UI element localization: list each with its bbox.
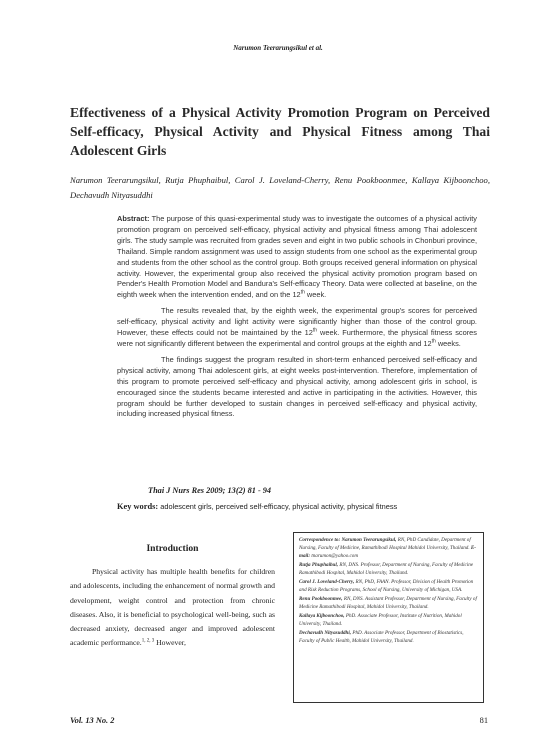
introduction-body [70,565,275,651]
abstract-label: Abstract: [117,214,150,223]
introduction-text: Physical activity has multiple health benefits for children and adolescents, including the enhancement of normal growth and development, weight control and protection from chronic diseases. Also, it is beneficial to psychological well-being, such as decreased anxiety, decreased anger and improved adolescent academic performance. [70,567,275,648]
abstract-text: The purpose of this quasi-experimental study was to investigate the outcomes of a physical activity promotion program on perceived self-efficacy, physical activity and physical fitness among Thai adolescent girls. The study sample was recruited from grades seven and eight in two public schools in Chonburi province, Thailand. Simple random assignment was used to assign students from one school as the experimental group and students from the other school as the control group. Both groups received general information on physical activity. However, the experimental group also received the physical activity promotion program based on Pender's Health Promotion Model and Bandura's Self-efficacy Theory. Data were collected at baseline, on the eighth week when the intervention ended, and on the 12 [117,214,477,300]
correspondence-text: PhD. Associate Professor, Institute of Nutrition, Mahidol University, Thailand. [299,613,462,627]
correspondence-name: Kallaya Kijboonchoo, [299,613,345,620]
correspondence-text: RN, DNS. Assistant Professor, Department of Nursing, Faculty of Medicine Ramathibodi Hospital, Mahidol University, Thailand. [299,596,477,610]
abstract-text: weeks. [435,338,461,348]
footer-volume: Vol. 13 No. 2 [70,716,115,725]
superscript: th [312,327,318,334]
correspondence-box [293,532,484,703]
running-head: Narumon Teerarungsikul et al. [233,44,323,52]
footer-page-number: 81 [479,716,488,725]
journal-citation: Thai J Nurs Res 2009; 13(2) 81 - 94 [148,486,272,495]
correspondence-name: Carol J. Loveland-Cherry, [299,578,355,585]
email-address: tnarumon@yahoo.com [310,552,359,559]
article-title: Effectiveness of a Physical Activity Promotion Program on Perceived Self-efficacy, Physical Activity and Physical Fitness among Thai Adolescent Girls [70,105,490,158]
keywords-line [117,502,497,511]
introduction-heading: Introduction [146,543,199,554]
correspondence-entry [299,537,478,560]
keywords-label: Key words: [117,502,159,511]
correspondence-name: Rutja Phuphaibul, [299,561,339,568]
abstract-text: week. Furthermore, the physical fitness scores were not significantly different between the experimental and control groups at the eighth and 12 [117,328,477,348]
abstract-text: week. [304,290,327,300]
correspondence-name: Correspondence to: Narumon Teerarungsikul, [299,537,397,543]
correspondence-text: PhD. Associate Professor, Department of Biostatistics, Faculty of Public Health, Mahidol University, Thailand. [299,630,464,645]
correspondence-text: RN, PhD, FAAN. Professor, Division of Health Promotion and Risk Reduction Programs, School of Nursing, University of Michigan, USA. [299,578,474,593]
author-list: Narumon Teerarungsikul, Rutja Phuphaibul, Carol J. Loveland-Cherry, Renu Pookboonmee, Kallaya Kijboonchoo, Dechavudh Nityasuddhi [70,175,490,200]
correspondence-text: RN, DNS. Professor, Department of Nursing, Faculty of Medicine Ramathibodi Hospital, Mahidol University, Thailand. [299,561,474,576]
superscript: th [300,289,305,296]
correspondence-entry [299,630,478,646]
correspondence-entry [299,596,478,612]
introduction-paragraph [70,565,275,651]
abstract-text: The results revealed that, by the eighth week, the experimental group's scores for perceived self-efficacy, physical activity and light activity were significantly higher than those of the control group. However, these effects could not be maintained by the 12 [117,306,477,338]
abstract-paragraph-2 [117,306,477,350]
citation-superscript: 1, 2, 3 [141,638,155,644]
introduction-text: However, [154,638,186,648]
correspondence-entry [299,613,478,629]
correspondence-name: Dechavudh Nityasuddhi, [299,630,352,637]
abstract-paragraph-3: The findings suggest the program resulted in short-term enhanced perceived self-efficacy and physical activity, among Thai adolescent girls, at eight weeks post-intervention. Therefore, implementation of this program to promote perceived self-efficacy and physical activity, among adolescent girls in school, is encouraged since the students became interested and active in participating in the activities. However, this program should be further developed to sustain changes in perceived self-efficacy and physical activity, including increased physical fitness. [117,354,477,419]
correspondence-name: Renu Pookboonmee, [299,596,343,603]
correspondence-text: RN, PhD Candidate, Department of Nursing, Faculty of Medicine, Ramathibodi Hospital Mahidol University, Thailand. [299,537,471,551]
correspondence-entry [299,579,478,595]
keywords-text: adolescent girls, perceived self-efficacy, physical activity, physical fitness [158,502,398,511]
email-label: E-mail: [299,544,476,559]
correspondence-entry [299,562,478,578]
abstract-paragraph-1 [117,214,477,301]
superscript: th [431,338,436,345]
abstract-section [117,214,477,425]
